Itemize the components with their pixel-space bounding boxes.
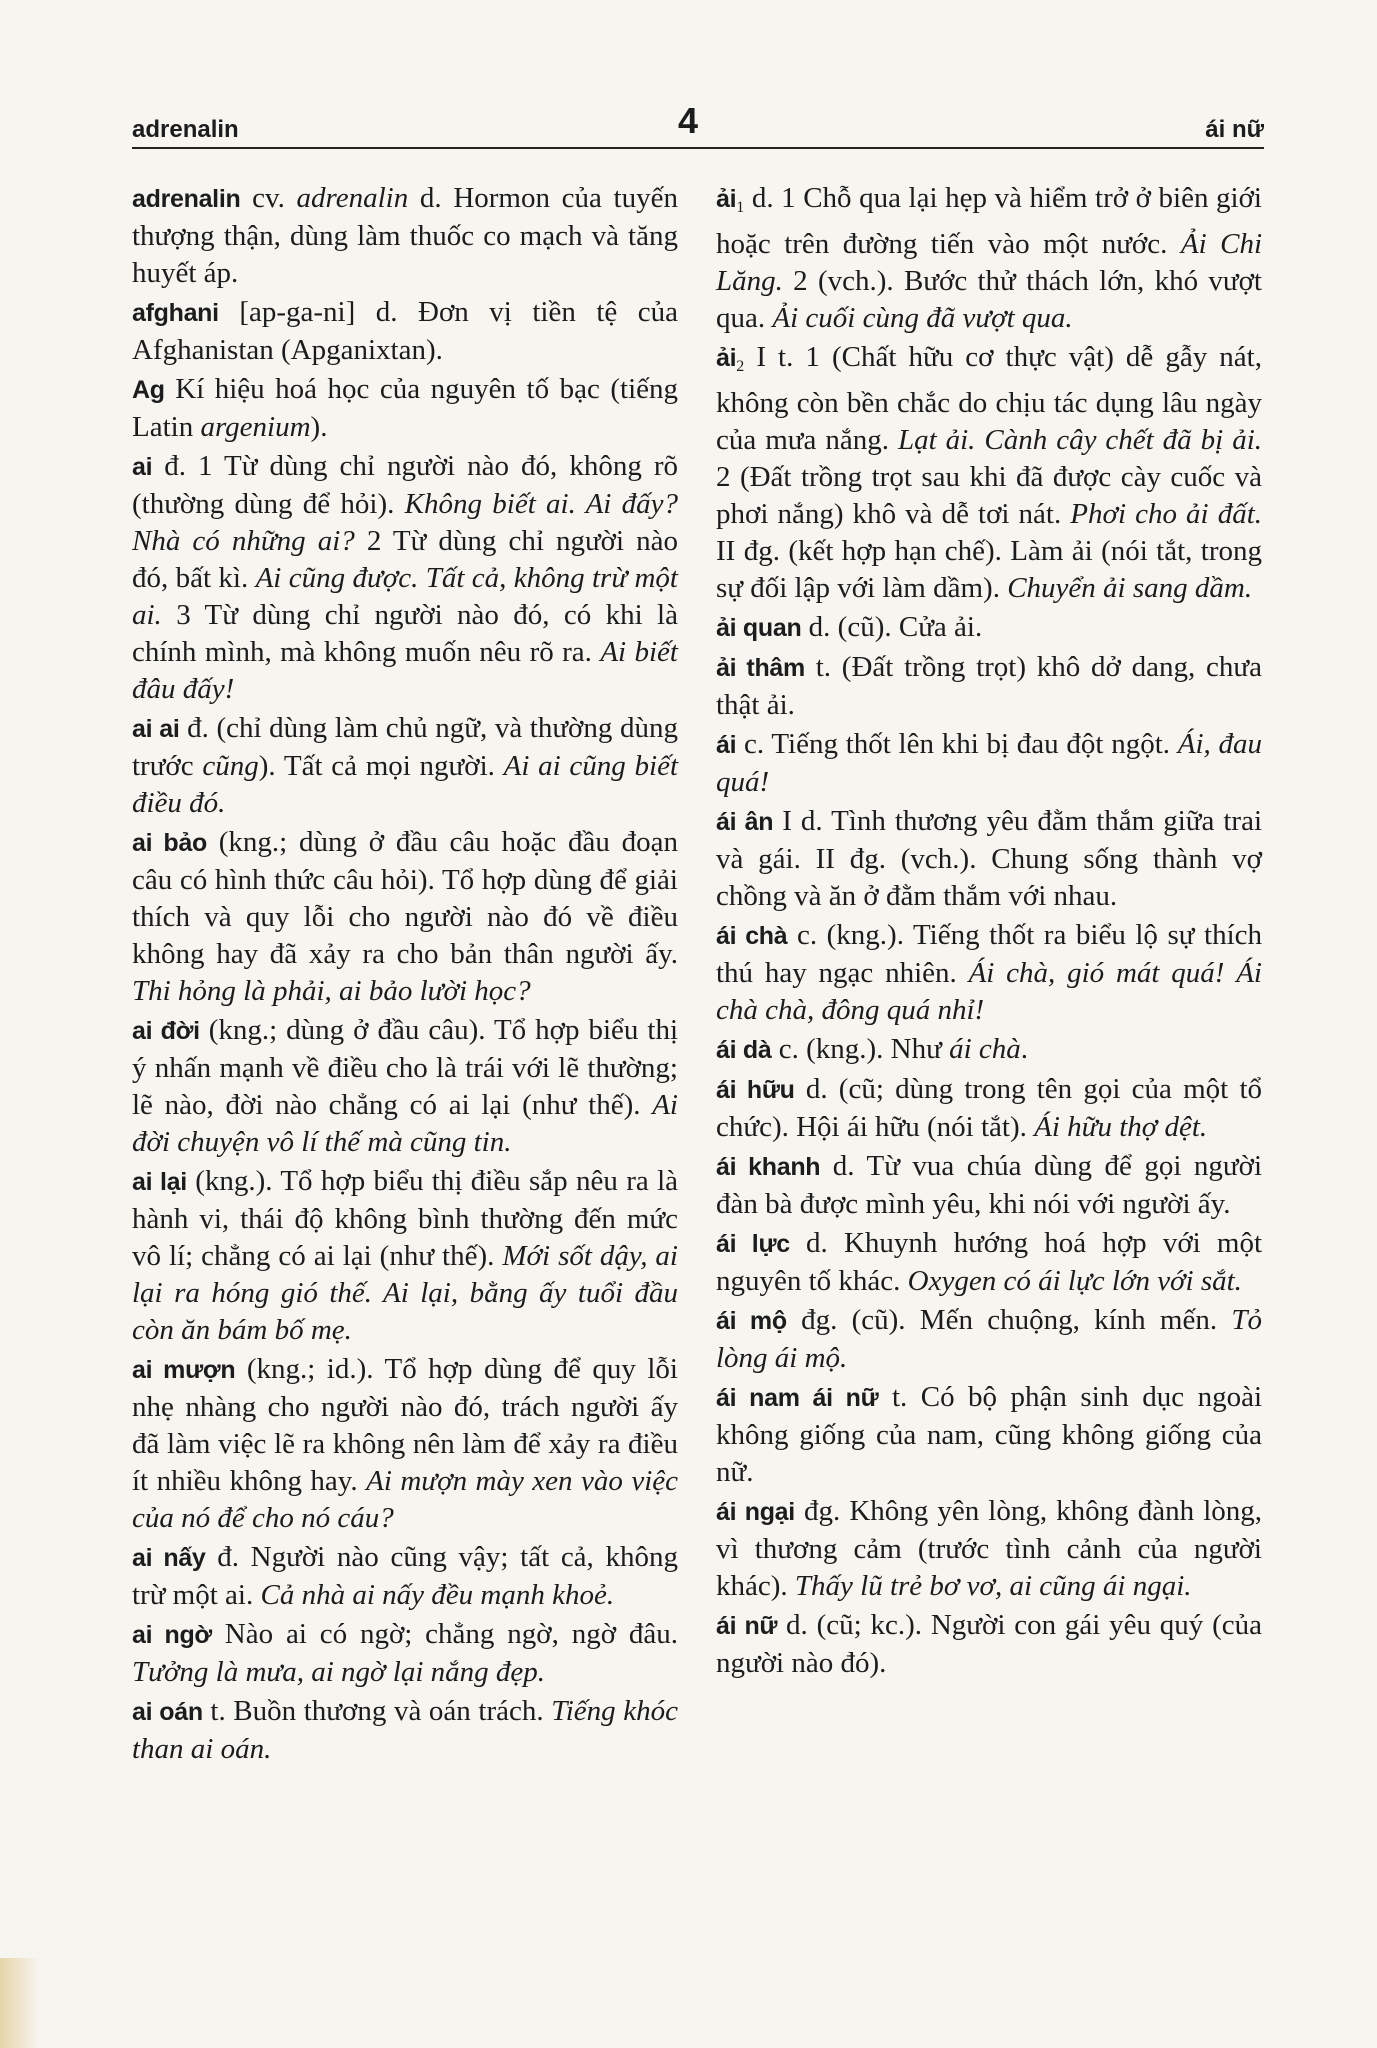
entry-example: Oxygen có ái lực lớn với sắt. [907, 1265, 1242, 1297]
entry-headword: ái ân [716, 808, 774, 836]
entry-headword: ải thâm [716, 654, 805, 682]
entry-headword: adrenalin [132, 185, 241, 213]
entry-headword: ái lực [716, 1230, 790, 1258]
dictionary-entry [716, 1302, 1262, 1377]
entry-headword: ai [132, 453, 153, 481]
dictionary-entry [132, 1539, 678, 1614]
entry-example: Ải Chi Lăng. [716, 228, 1263, 297]
dictionary-entry [132, 824, 678, 1010]
entry-headword: ai mượn [132, 1356, 236, 1384]
entry-example: Ai đời chuyện vô lí thế mà cũng tin. [132, 1089, 678, 1158]
entry-example: cũng [202, 750, 259, 782]
entry-headword: ai ai [132, 715, 180, 743]
entry-definition: 2 (vch.). Bước thử thách lớn, khó vượt qua. [716, 265, 1262, 334]
entry-definition: c. (kng.). Tiếng thốt ra biểu lộ sự thích thú hay ngạc nhiên. [716, 919, 1263, 989]
entry-example: Không biết ai. Ai đấy? Nhà có những ai? [132, 488, 678, 557]
entry-example: argenium [200, 411, 311, 443]
dictionary-entry [716, 1148, 1262, 1223]
entry-example: Tỏ lòng ái mộ. [716, 1304, 1263, 1374]
entry-definition: đg. Không yên lòng, không đành lòng, vì thương cảm (trước tình cảnh của người khác). [716, 1495, 1262, 1602]
homonym-index: 2 [736, 358, 745, 375]
entry-example: Ai cũng được. Tất cả, không trừ một ai. [132, 562, 678, 631]
entry-definition: t. (Đất trồng trọt) khô dở dang, chưa thật ải. [716, 651, 1263, 721]
entry-definition: ). Tất cả mọi người. [258, 750, 504, 782]
entry-definition: d. Hormon của tuyến thượng thận, dùng làm thuốc co mạch và tăng huyết áp. [132, 182, 678, 289]
entry-definition: Nào ai có ngờ; chẳng ngờ, ngờ đâu. [224, 1618, 679, 1650]
page-number: 4 [678, 100, 699, 141]
entry-example: Tưởng là mưa, ai ngờ lại nắng đẹp. [132, 1656, 546, 1688]
entry-example: Ai mượn mày xen vào việc của nó để cho nó cáu? [132, 1465, 679, 1534]
entry-headword: ái nam ái nữ [716, 1384, 879, 1412]
entry-definition: (kng.; id.). Tổ hợp dùng để quy lỗi nhẹ nhàng cho người nào đó, trách người ấy đã làm việc lẽ ra không nên làm để xảy ra điều ít nhiều không hay. [132, 1353, 678, 1497]
page-header [132, 100, 1264, 150]
homonym-index: 1 [736, 199, 745, 216]
entry-definition: Kí hiệu hoá học của nguyên tố bạc (tiếng Latin [132, 373, 679, 443]
dictionary-entry [716, 339, 1262, 607]
dictionary-entry [716, 803, 1262, 915]
dictionary-entry [132, 710, 678, 822]
entry-definition: cv. [252, 182, 297, 214]
entry-definition: d. (cũ). Cửa ải. [808, 611, 983, 643]
entry-headword: ai lại [132, 1168, 187, 1196]
entry-example: ái chà [949, 1033, 1021, 1065]
entry-example: Thấy lũ trẻ bơ vơ, ai cũng ái ngại. [794, 1570, 1192, 1602]
dictionary-entry [132, 1012, 678, 1161]
entry-definition: (kng.). Tổ hợp biểu thị điều sắp nêu ra là hành vi, thái độ không bình thường đến mức vô lí; chẳng có ai lại (như thế). [132, 1165, 678, 1272]
entry-headword: ải quan [716, 614, 802, 642]
entry-example: Tiếng khóc than ai oán. [132, 1695, 679, 1765]
entry-example: Ai biết đâu đấy! [132, 636, 678, 705]
entry-definition: 2 Từ dùng chỉ người nào đó, bất kì. [132, 525, 678, 594]
entry-headword: ái ngại [716, 1498, 795, 1526]
entry-headword: ái khanh [716, 1153, 821, 1181]
entry-headword: Ag [132, 376, 165, 404]
entry-definition: d. 1 Chỗ qua lại hẹp và hiểm trở ở biên giới hoặc trên đường tiến vào một nước. [716, 182, 1262, 260]
entry-definition: 2 (Đất trồng trọt sau khi đã được cày cuốc và phơi nắng) khô và dễ tơi nát. [716, 461, 1262, 530]
dictionary-entry [716, 1031, 1262, 1069]
entry-headword: ai đời [132, 1017, 200, 1045]
entry-definition: (kng.; dùng ở đầu câu hoặc đầu đoạn câu có hình thức câu hỏi). Tổ hợp dùng để giải thích và quy lỗi cho người nào đó về điều không hay đã xảy ra cho bản thân người ấy. [132, 826, 678, 970]
dictionary-entry [132, 1693, 678, 1768]
right-column [716, 180, 1262, 1684]
dictionary-entry [716, 917, 1262, 1029]
dictionary-entry [716, 609, 1262, 647]
dictionary-entry [132, 1351, 678, 1537]
entry-example: Lạt ải. Cành cây chết đã bị ải. [897, 424, 1262, 456]
entry-definition: đ. (chỉ dùng làm chủ ngữ, và thường dùng trước [132, 712, 678, 782]
entry-example: Ai ai cũng biết điều đó. [132, 750, 679, 819]
entry-definition: c. Tiếng thốt lên khi bị đau đột ngột. [744, 728, 1178, 760]
entry-definition: . [1020, 1033, 1029, 1065]
dictionary-entry [716, 726, 1262, 801]
entry-headword: ái nữ [716, 1612, 778, 1640]
left-column [132, 180, 678, 1770]
dictionary-entry [132, 294, 678, 369]
entry-definition: d. (cũ; dùng trong tên gọi của một tổ chức). Hội ái hữu (nói tắt). [716, 1073, 1263, 1143]
entry-example: Chuyển ải sang dầm. [1007, 572, 1253, 604]
entry-definition: 3 Từ dùng chỉ người nào đó, có khi là chính mình, mà không muốn nêu rõ ra. [132, 599, 678, 668]
entry-headword: ái [716, 731, 737, 759]
entry-definition: (kng.; dùng ở đầu câu). Tổ hợp biểu thị ý nhấn mạnh về điều cho là trái với lẽ thường; lẽ nào, đời nào chẳng có ai lại (như thế). [132, 1014, 679, 1121]
entry-definition: II đg. (kết hợp hạn chế). Làm ải (nói tắt, trong sự đối lập với làm dầm). [716, 535, 1262, 604]
dictionary-entry [716, 1379, 1262, 1491]
entry-headword: ái chà [716, 922, 788, 950]
entry-definition: I t. 1 (Chất hữu cơ thực vật) dễ gẫy nát, không còn bền chắc do chịu tác dụng lâu ngày của mưa nắng. [716, 341, 1262, 456]
entry-headword: ai nấy [132, 1544, 206, 1572]
entry-example: Ái, đau quá! [716, 728, 1263, 798]
entry-definition: [ap-ga-ni] d. Đơn vị tiền tệ của Afghanistan (Apganixtan). [132, 296, 678, 366]
dictionary-entry [132, 371, 678, 446]
entry-definition: t. Buồn thương và oán trách. [210, 1695, 552, 1727]
dictionary-entry [716, 180, 1262, 337]
left-guide-word: adrenalin [132, 116, 239, 143]
entry-definition: d. Khuynh hướng hoá hợp với một nguyên tố khác. [716, 1227, 1263, 1297]
entry-example: Ái chà, gió mát quá! Ái chà chà, đông quá nhỉ! [716, 957, 1262, 1026]
dictionary-entry [132, 180, 678, 292]
entry-definition: d. (cũ; kc.). Người con gái yêu quý (của người nào đó). [716, 1609, 1262, 1679]
entry-definition: d. Từ vua chúa dùng để gọi người đàn bà được mình yêu, khi nói với người ấy. [716, 1150, 1263, 1220]
right-guide-word: ái nữ [1205, 116, 1264, 143]
entry-definition: đg. (cũ). Mến chuộng, kính mến. [801, 1304, 1232, 1336]
entry-definition: c. (kng.). Như [778, 1033, 950, 1065]
entry-definition: đ. 1 Từ dùng chỉ người nào đó, không rõ (thường dùng để hỏi). [132, 450, 678, 520]
dictionary-entry [716, 1071, 1262, 1146]
entry-example: Thi hỏng là phải, ai bảo lười học? [132, 975, 531, 1007]
dictionary-entry [132, 1616, 678, 1691]
entry-definition: t. Có bộ phận sinh dục ngoài không giống của nam, cũng không giống của nữ. [716, 1381, 1263, 1488]
entry-definition: ). [310, 411, 328, 443]
entry-example: adrenalin [296, 182, 409, 214]
entry-example: Mới sốt dậy, ai lại ra hóng gió thế. Ai lại, bằng ấy tuổi đầu còn ăn bám bố mẹ. [132, 1240, 678, 1346]
entry-headword: ái dà [716, 1036, 772, 1064]
entry-headword: ai ngờ [132, 1621, 212, 1649]
entry-headword: ải [716, 344, 737, 372]
dictionary-entry [716, 1493, 1262, 1605]
entry-example: Ái hữu thợ dệt. [1034, 1111, 1208, 1143]
dictionary-entry [132, 1163, 678, 1349]
entry-headword: ai bảo [132, 829, 207, 857]
dictionary-entry [716, 1225, 1262, 1300]
dictionary-entry [716, 649, 1262, 724]
entry-headword: ái hữu [716, 1076, 795, 1104]
dictionary-entry [132, 448, 678, 708]
entry-definition: I d. Tình thương yêu đằm thắm giữa trai và gái. II đg. (vch.). Chung sống thành vợ chồng và ăn ở đằm thắm với nhau. [716, 805, 1262, 912]
entry-headword: ai oán [132, 1698, 203, 1726]
entry-definition: đ. Người nào cũng vậy; tất cả, không trừ một ai. [132, 1541, 678, 1611]
entry-headword: afghani [132, 299, 219, 327]
entry-example: Cả nhà ai nấy đều mạnh khoẻ. [260, 1579, 615, 1611]
entry-headword: ái mộ [716, 1307, 787, 1335]
entry-example: Phơi cho ải đất. [1070, 498, 1262, 530]
dictionary-entry [716, 1607, 1262, 1682]
entry-headword: ải [716, 185, 737, 213]
header-rule [132, 147, 1264, 149]
entry-example: Ải cuối cùng đã vượt qua. [772, 302, 1073, 334]
page-edge-stain [0, 1958, 40, 2048]
